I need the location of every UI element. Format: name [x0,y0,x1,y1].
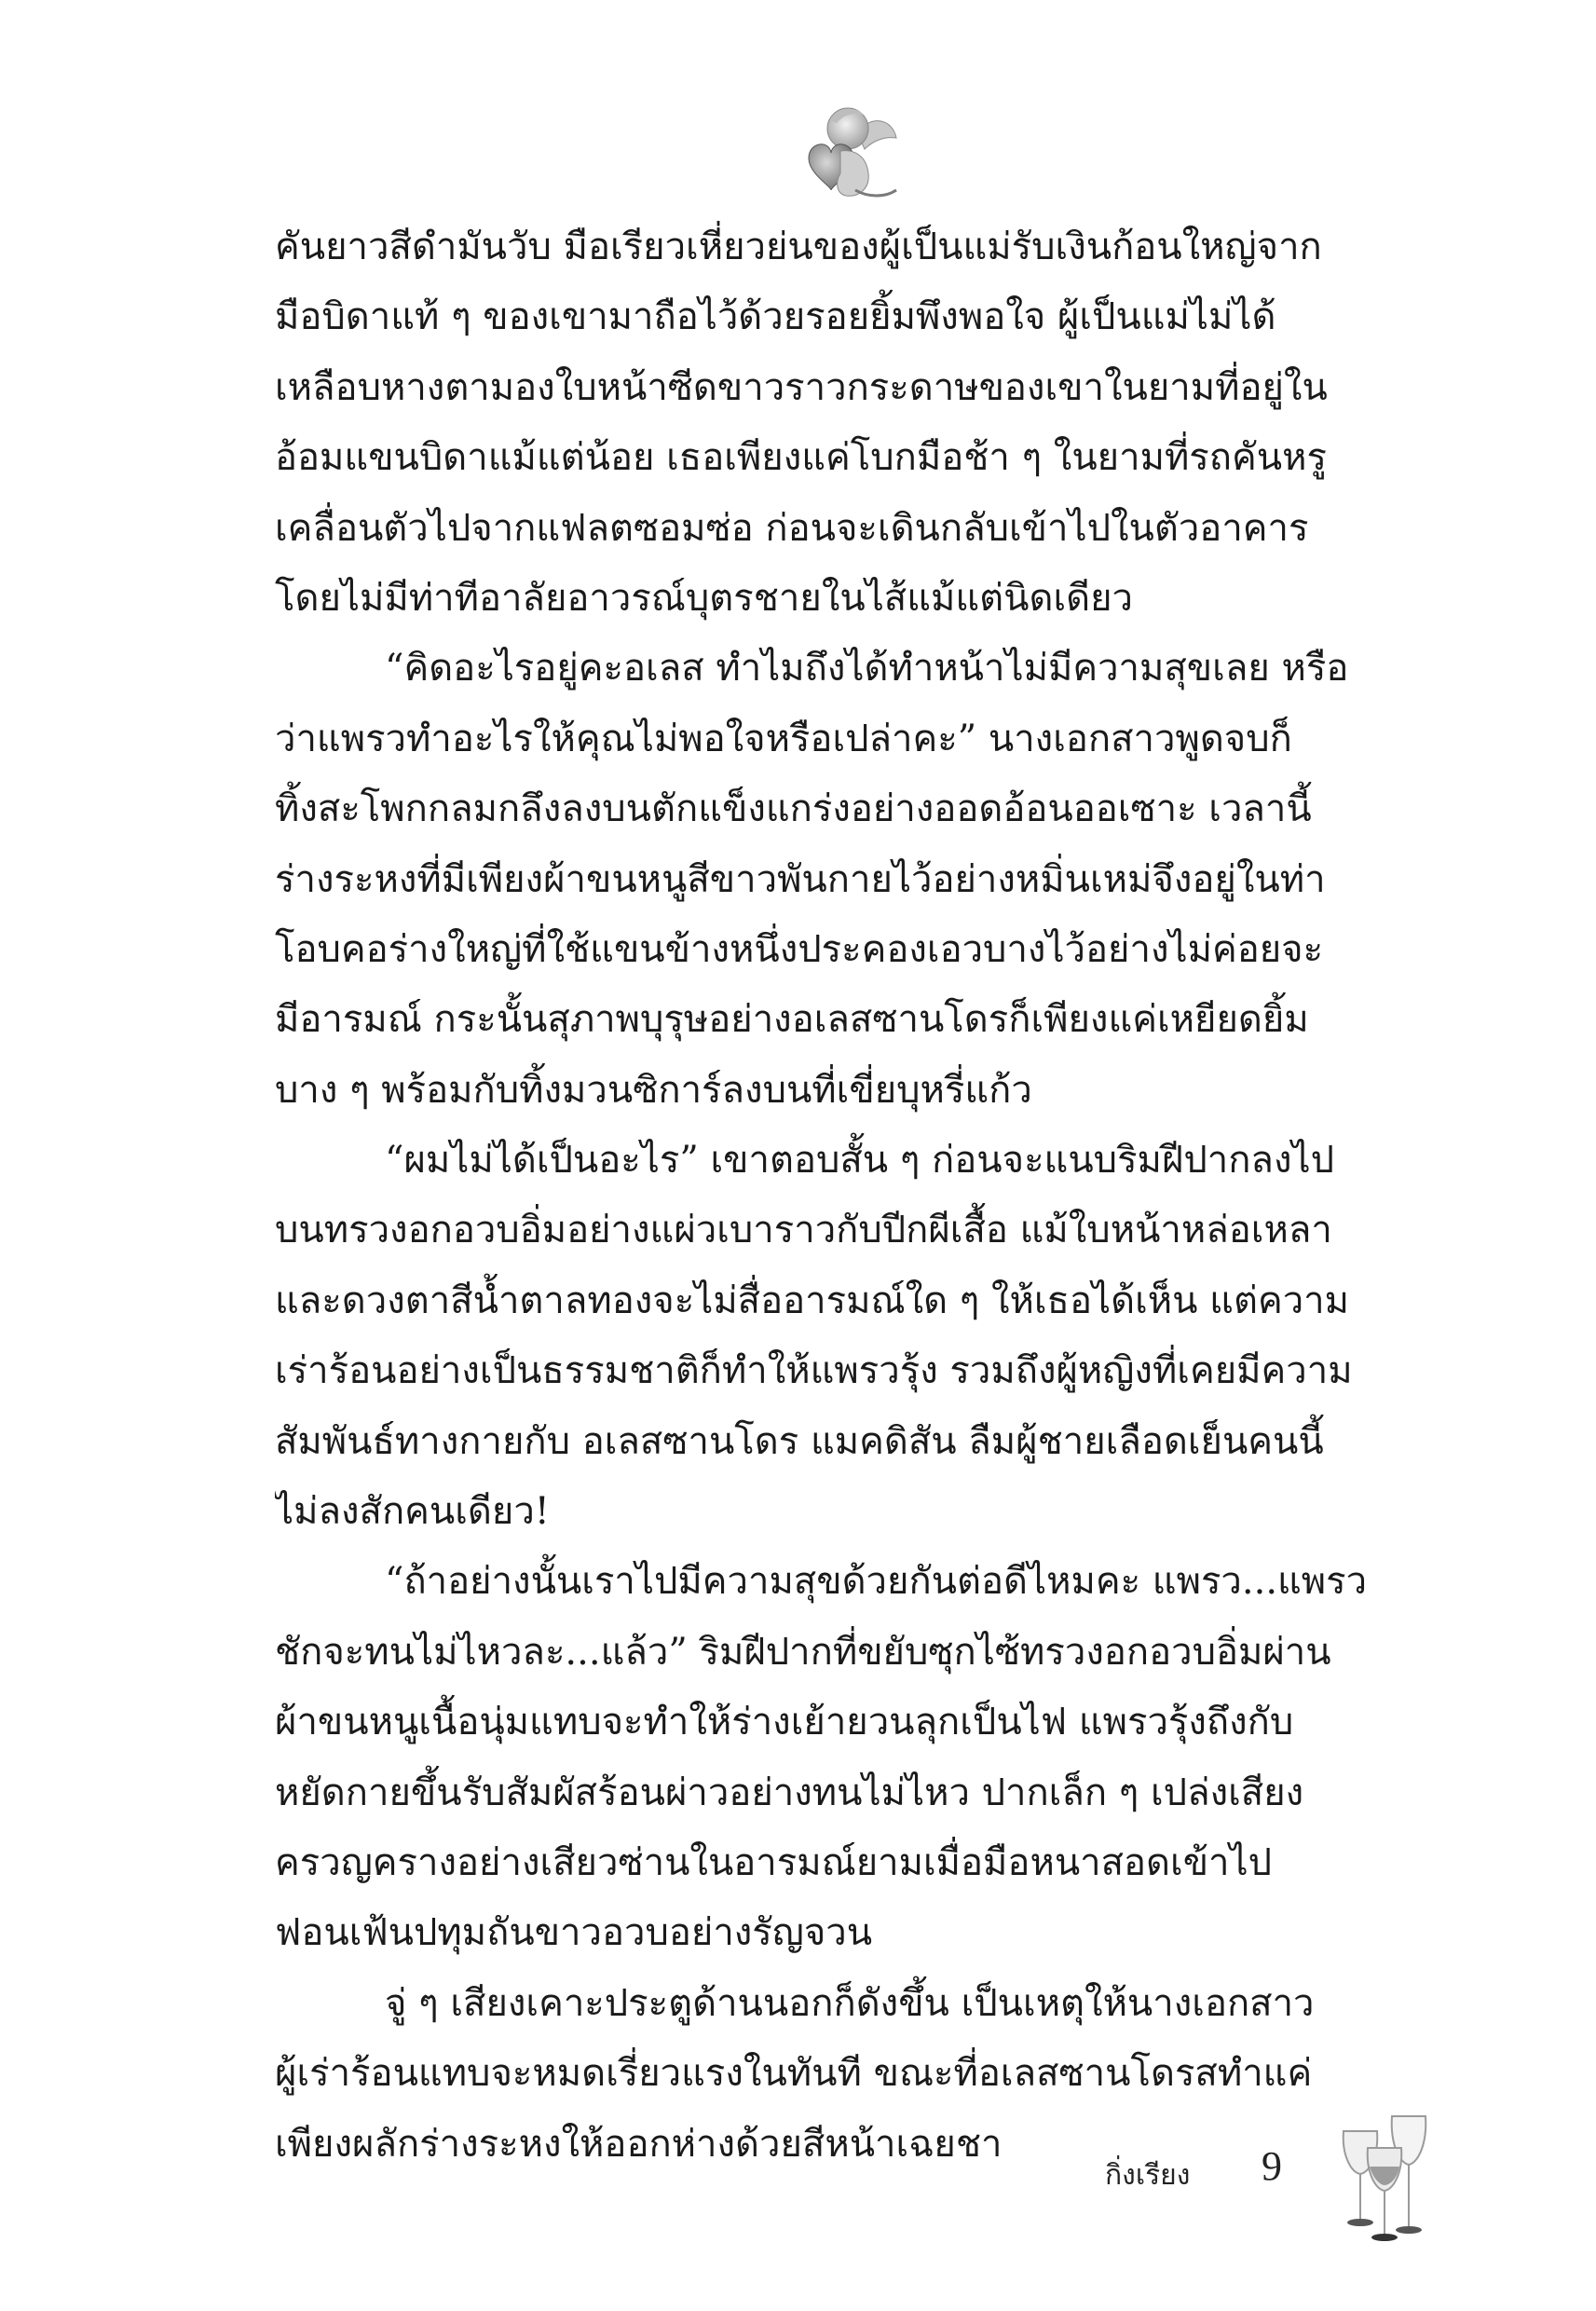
text-line: บนทรวงอกอวบอิ่มอย่างแผ่วเบาราวกับปีกผีเสื้อ แม้ใบหน้าหล่อเหลา [275,1209,1332,1252]
cherub-heart-icon [799,101,902,205]
paragraph-first-line: จู่ ๆ เสียงเคาะประตูด้านนอกก็ดังขึ้น เป็นเหตุให้นางเอกสาว [385,1981,1315,2025]
text-line: สัมพันธ์ทางกายกับ อเลสซานโดร แมคดิสัน ลืมผู้ชายเลือดเย็นคนนี้ [275,1419,1324,1463]
text-line: ฟอนเฟ้นปทุมถันขาวอวบอย่างรัญจวน [275,1911,873,1955]
text-line: บาง ๆ พร้อมกับทิ้งมวนซิการ์ลงบนที่เขี่ยบุหรี่แก้ว [275,1068,1032,1112]
text-line: เคลื่อนตัวไปจากแฟลตซอมซ่อ ก่อนจะเดินกลับเข้าไปในตัวอาคาร [275,506,1309,550]
text-line: เพียงผลักร่างระหงให้ออกห่างด้วยสีหน้าเฉยชา [275,2122,1003,2166]
chapter-body-text [275,212,1425,2180]
text-line: มีอารมณ์ กระนั้นสุภาพบุรุษอย่างอเลสซานโดรก็เพียงแค่เหยียดยิ้ม [275,998,1309,1042]
text-line: ผู้เร่าร้อนแทบจะหมดเรี่ยวแรงในทันที ขณะที่อเลสซานโดรสทำแค่ [275,2052,1313,2096]
text-line: โดยไม่มีท่าทีอาลัยอาวรณ์บุตรชายในไส้แม้แต่นิดเดียว [275,576,1133,620]
text-line: มือบิดาแท้ ๆ ของเขามาถือไว้ด้วยรอยยิ้มพึงพอใจ ผู้เป็นแม่ไม่ได้ [275,295,1276,339]
page-footer [1071,2111,1425,2241]
paragraph-first-line: “คิดอะไรอยู่คะอเลส ทำไมถึงได้ทำหน้าไม่มีความสุขเลย หรือ [385,647,1349,691]
running-footer-title: กิ่งเรียง [1105,2159,1191,2192]
wine-glasses-icon [1330,2111,1433,2241]
text-line: ร่างระหงที่มีเพียงผ้าขนหนูสีขาวพันกายไว้อย่างหมิ่นเหม่จึงอยู่ในท่า [275,857,1326,901]
text-line: ครวญครางอย่างเสียวซ่านในอารมณ์ยามเมื่อมือหนาสอดเข้าไป [275,1840,1273,1884]
text-line: โอบคอร่างใหญ่ที่ใช้แขนข้างหนึ่งประคองเอวบางไว้อย่างไม่ค่อยจะ [275,927,1324,971]
text-line: ชักจะทนไม่ไหวละ...แล้ว” ริมฝีปากที่ขยับซุกไซ้ทรวงอกอวบอิ่มผ่าน [275,1630,1331,1674]
text-line: หยัดกายขึ้นรับสัมผัสร้อนผ่าวอย่างทนไม่ไหว ปากเล็ก ๆ เปล่งเสียง [275,1771,1304,1814]
text-line: เร่าร้อนอย่างเป็นธรรมชาติก็ทำให้แพรวรุ้ง รวมถึงผู้หญิงที่เคยมีความ [275,1349,1353,1393]
text-line: คันยาวสีดำมันวับ มือเรียวเหี่ยวย่นของผู้เป็นแม่รับเงินก้อนใหญ่จาก [275,226,1322,268]
text-line: อ้อมแขนบิดาแม้แต่น้อย เธอเพียงแค่โบกมือช้า ๆ ในยามที่รถคันหรู [275,436,1327,480]
paragraph-first-line: “ผมไม่ได้เป็นอะไร” เขาตอบสั้น ๆ ก่อนจะแนบริมฝีปากลงไป [385,1139,1334,1183]
text-line: เหลือบหางตามองใบหน้าซีดขาวราวกระดาษของเขาในยามที่อยู่ใน [275,365,1328,409]
page-number: 9 [1262,2143,1282,2189]
text-line: ว่าแพรวทำอะไรให้คุณไม่พอใจหรือเปล่าคะ” นางเอกสาวพูดจบก็ [275,717,1292,760]
text-line: ทิ้งสะโพกกลมกลึงลงบนตักแข็งแกร่งอย่างออดอ้อนออเซาะ เวลานี้ [275,787,1312,831]
text-line: ผ้าขนหนูเนื้อนุ่มแทบจะทำให้ร่างเย้ายวนลุกเป็นไฟ แพรวรุ้งถึงกับ [275,1701,1294,1744]
text-line: และดวงตาสีน้ำตาลทองจะไม่สื่ออารมณ์ใด ๆ ให้เธอได้เห็น แต่ความ [275,1279,1349,1322]
paragraph-first-line: “ถ้าอย่างนั้นเราไปมีความสุขด้วยกันต่อดีไหมคะ แพรว...แพรว [385,1560,1368,1604]
text-line: ไม่ลงสักคนเดียว! [275,1490,550,1534]
